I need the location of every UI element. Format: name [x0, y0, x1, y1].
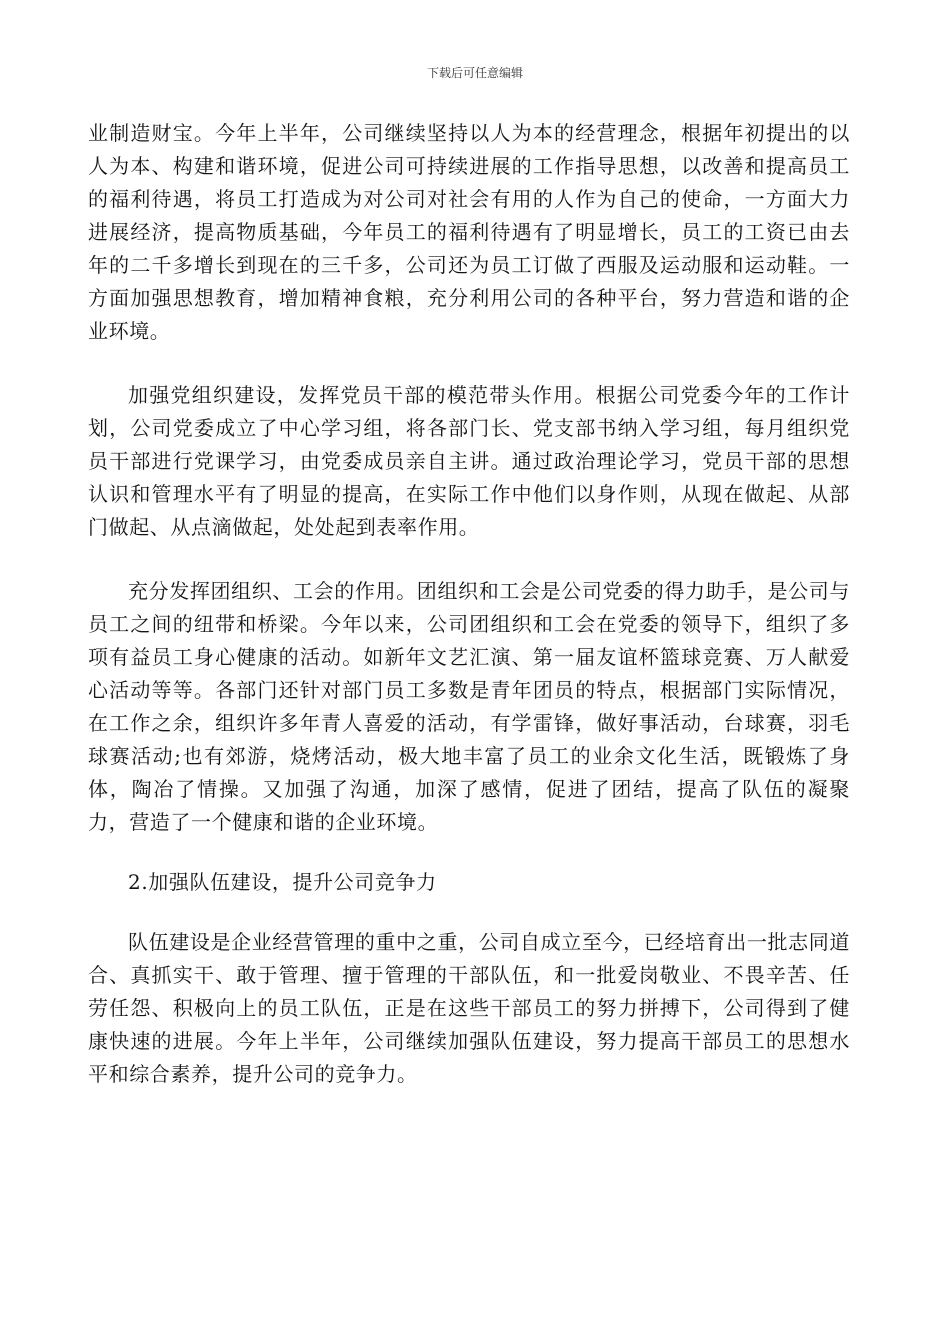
header-note: 下载后可任意编辑: [426, 66, 523, 80]
paragraph-team-building: 队伍建设是企业经营管理的重中之重，公司自成立至今，已经培育出一批志同道合、真抓实干、敢于管理、擅于管理的干部队伍，和一批爱岗敬业、不畏辛苦、任劳任怨、积极向上的员工队伍，正是在这些干部员工的努力拼搏下，公司得到了健康快速的进展。今年上半年，公司继续加强队伍建设，努力提高干部员工的思想水平和综合素养，提升公司的竞争力。: [88, 930, 850, 1086]
section-heading: 2.加强队伍建设，提升公司竞争力: [128, 870, 437, 894]
paragraph-continuation: 业制造财宝。今年上半年，公司继续坚持以人为本的经营理念，根据年初提出的以人为本、构建和谐环境，促进公司可持续进展的工作指导思想，以改善和提高员工的福利待遇，将员工打造成为对公司对社会有用的人作为自己的使命，一方面大力进展经济，提高物质基础，今年员工的福利待遇有了明显增长，员工的工资已由去年的二千多增长到现在的三千多，公司还为员工订做了西服及运动服和运动鞋。一方面加强思想教育，增加精神食粮，充分利用公司的各种平台，努力营造和谐的企业环境。: [88, 121, 850, 343]
document-body: [88, 117, 850, 1091]
paragraph-youth-league-union: 充分发挥团组织、工会的作用。团组织和工会是公司党委的得力助手，是公司与员工之间的纽带和桥梁。今年以来，公司团组织和工会在党委的领导下，组织了多项有益员工身心健康的活动。如新年文艺汇演、第一届友谊杯篮球竞赛、万人献爱心活动等等。各部门还针对部门员工多数是青年团员的特点，根据部门实际情况，在工作之余，组织许多年青人喜爱的活动，有学雷锋，做好事活动，台球赛，羽毛球赛活动;也有郊游，烧烤活动，极大地丰富了员工的业余文化生活，既锻炼了身体，陶冶了情操。又加强了沟通，加深了感情，促进了团结，提高了队伍的凝聚力，营造了一个健康和谐的企业环境。: [88, 579, 850, 834]
paragraph-party-organization: 加强党组织建设，发挥党员干部的模范带头作用。根据公司党委今年的工作计划，公司党委成立了中心学习组，将各部门长、党支部书纳入学习组，每月组织党员干部进行党课学习，由党委成员亲自主讲。通过政治理论学习，党员干部的思想认识和管理水平有了明显的提高，在实际工作中他们以身作则，从现在做起、从部门做起、从点滴做起，处处起到表率作用。: [88, 383, 850, 539]
